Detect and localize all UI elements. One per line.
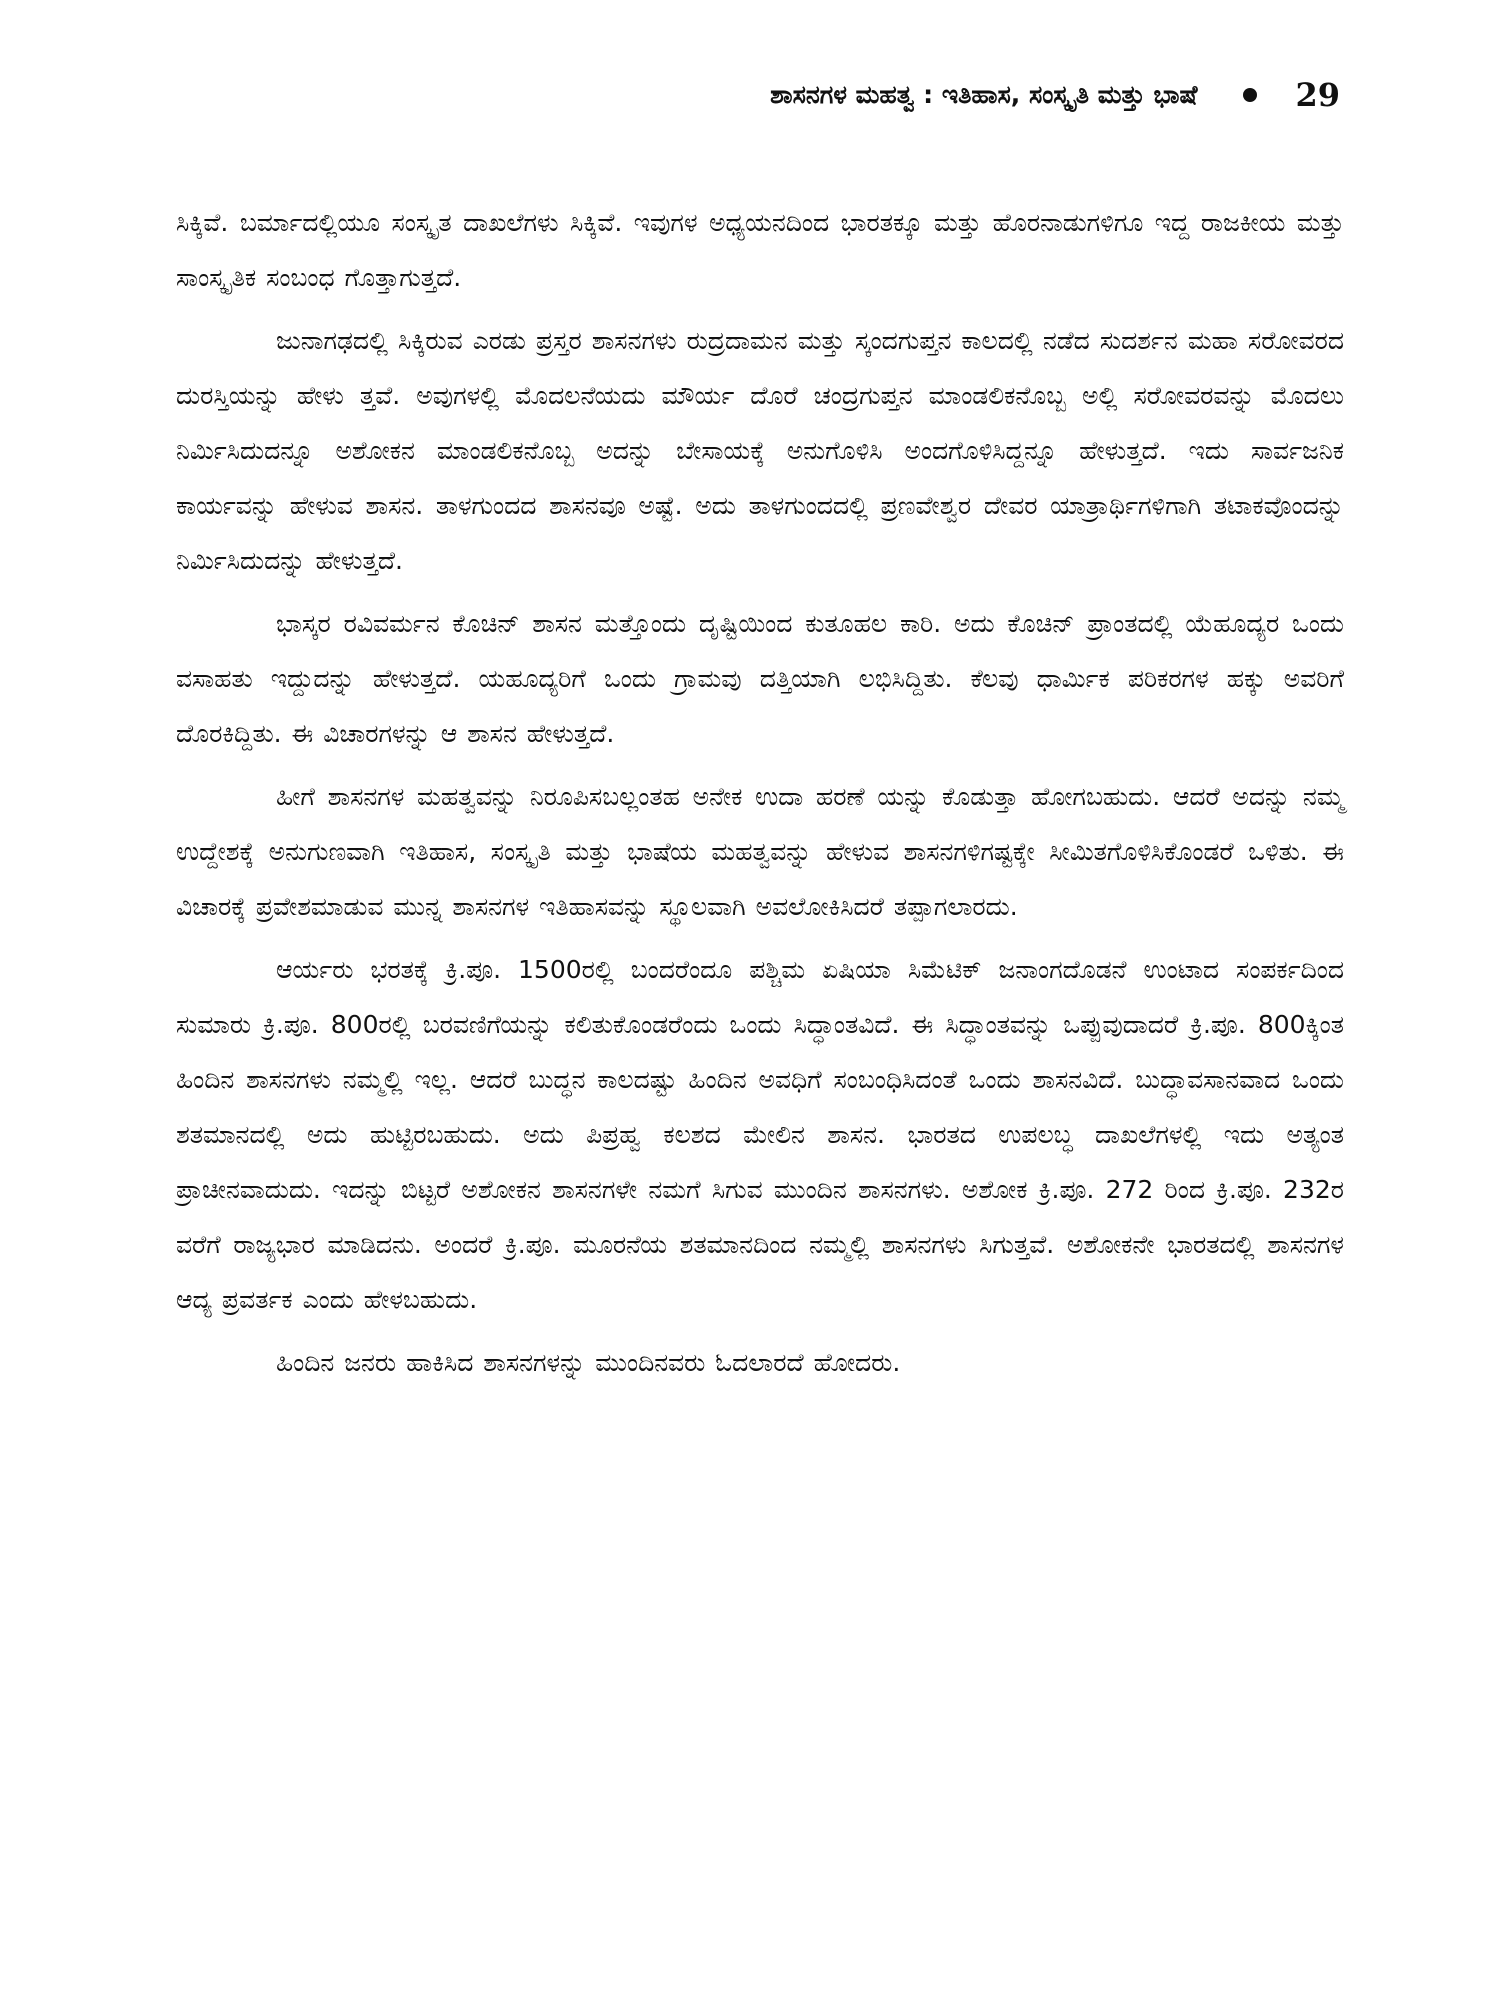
paragraph-importance: ಹೀಗೆ ಶಾಸನಗಳ ಮಹತ್ವವನ್ನು ನಿರೂಪಿಸಬಲ್ಲಂತಹ ಅನೇಕ ಉದಾ ಹರಣೆ ಯನ್ನು ಕೊಡುತ್ತಾ ಹೋಗಬಹುದು. ಆದರೆ ಅದನ್ನು ನಮ್ಮ ಉದ್ದೇಶಕ್ಕೆ ಅನುಗುಣವಾಗಿ ಇತಿಹಾಸ, ಸಂಸ್ಕೃತಿ ಮತ್ತು ಭಾಷೆಯ ಮಹತ್ವವನ್ನು ಹೇಳುವ ಶಾಸನಗಳಿಗಷ್ಟಕ್ಕೇ ಸೀಮಿತಗೊಳಿಸಿಕೊಂಡರೆ ಒಳಿತು. ಈ ವಿಚಾರಕ್ಕೆ ಪ್ರವೇಶಮಾಡುವ ಮುನ್ನ ಶಾಸನಗಳ ಇತಿಹಾಸವನ್ನು ಸ್ಥೂಲವಾಗಿ ಅವಲೋಕಿಸಿದರೆ ತಪ್ಪಾಗಲಾರದು. — [176, 782, 1344, 921]
paragraph-junagadh: ಜುನಾಗಢದಲ್ಲಿ ಸಿಕ್ಕಿರುವ ಎರಡು ಪ್ರಸ್ತರ ಶಾಸನಗಳು ರುದ್ರದಾಮನ ಮತ್ತು ಸ್ಕಂದಗುಪ್ತನ ಕಾಲದಲ್ಲಿ ನಡೆದ ಸುದರ್ಶನ ಮಹಾ ಸರೋವರದ ದುರಸ್ತಿಯನ್ನು ಹೇಳು ತ್ತವೆ. ಅವುಗಳಲ್ಲಿ ಮೊದಲನೆಯದು ಮೌರ್ಯ ದೊರೆ ಚಂದ್ರಗುಪ್ತನ ಮಾಂಡಲಿಕನೊಬ್ಬ ಅಲ್ಲಿ ಸರೋವರವನ್ನು ಮೊದಲು ನಿರ್ಮಿಸಿದುದನ್ನೂ ಅಶೋಕನ ಮಾಂಡಲಿಕನೊಬ್ಬ ಅದನ್ನು ಬೇಸಾಯಕ್ಕೆ ಅನುಗೊಳಿಸಿ ಅಂದಗೊಳಿಸಿದ್ದನ್ನೂ ಹೇಳುತ್ತದೆ. ಇದು ಸಾರ್ವಜನಿಕ ಕಾರ್ಯವನ್ನು ಹೇಳುವ ಶಾಸನ. ತಾಳಗುಂದದ ಶಾಸನವೂ ಅಷ್ಟೆ. ಅದು ತಾಳಗುಂದದಲ್ಲಿ ಪ್ರಣವೇಶ್ವರ ದೇವರ ಯಾತ್ರಾರ್ಥಿಗಳಿಗಾಗಿ ತಟಾಕವೊಂದನ್ನು ನಿರ್ಮಿಸಿದುದನ್ನು ಹೇಳುತ್ತದೆ. — [176, 326, 1344, 575]
running-title: ಶಾಸನಗಳ ಮಹತ್ವ : ಇತಿಹಾಸ, ಸಂಸ್ಕೃತಿ ಮತ್ತು ಭಾಷೆ — [770, 80, 1198, 109]
paragraph-final: ಹಿಂದಿನ ಜನರು ಹಾಕಿಸಿದ ಶಾಸನಗಳನ್ನು ಮುಂದಿನವರು ಓದಲಾರದೆ ಹೋದರು. — [276, 1348, 901, 1377]
paragraph-history: ಆರ್ಯರು ಭರತಕ್ಕೆ ಕ್ರಿ.ಪೂ. 1500ರಲ್ಲಿ ಬಂದರೆಂದೂ ಪಶ್ಚಿಮ ಏಷಿಯಾ ಸಿಮೆಟಿಕ್ ಜನಾಂಗದೊಡನೆ ಉಂಟಾದ ಸಂಪರ್ಕದಿಂದ ಸುಮಾರು ಕ್ರಿ.ಪೂ. 800ರಲ್ಲಿ ಬರವಣಿಗೆಯನ್ನು ಕಲಿತುಕೊಂಡರೆಂದು ಒಂದು ಸಿದ್ಧಾಂತವಿದೆ. ಈ ಸಿದ್ಧಾಂತವನ್ನು ಒಪ್ಪುವುದಾದರೆ ಕ್ರಿ.ಪೂ. 800ಕ್ಕಿಂತ ಹಿಂದಿನ ಶಾಸನಗಳು ನಮ್ಮಲ್ಲಿ ಇಲ್ಲ. ಆದರೆ ಬುದ್ಧನ ಕಾಲದಷ್ಟು ಹಿಂದಿನ ಅವಧಿಗೆ ಸಂಬಂಧಿಸಿದಂತೆ ಒಂದು ಶಾಸನವಿದೆ. ಬುದ್ಧಾವಸಾನವಾದ ಒಂದು ಶತಮಾನದಲ್ಲಿ ಅದು ಹುಟ್ಟಿರಬಹುದು. ಅದು ಪಿಪ್ರಹ್ವ ಕಲಶದ ಮೇಲಿನ ಶಾಸನ. ಭಾರತದ ಉಪಲಬ್ಧ ದಾಖಲೆಗಳಲ್ಲಿ ಇದು ಅತ್ಯಂತ ಪ್ರಾಚೀನವಾದುದು. ಇದನ್ನು ಬಿಟ್ಟರೆ ಅಶೋಕನ ಶಾಸನಗಳೇ ನಮಗೆ ಸಿಗುವ ಮುಂದಿನ ಶಾಸನಗಳು. ಅಶೋಕ ಕ್ರಿ.ಪೂ. 272 ರಿಂದ ಕ್ರಿ.ಪೂ. 232ರ ವರೆಗೆ ರಾಜ್ಯಭಾರ ಮಾಡಿದನು. ಅಂದರೆ ಕ್ರಿ.ಪೂ. ಮೂರನೆಯ ಶತಮಾನದಿಂದ ನಮ್ಮಲ್ಲಿ ಶಾಸನಗಳು ಸಿಗುತ್ತವೆ. ಅಶೋಕನೇ ಭಾರತದಲ್ಲಿ ಶಾಸನಗಳ ಆದ್ಯ ಪ್ರವರ್ತಕ ಎಂದು ಹೇಳಬಹುದು. — [176, 955, 1344, 1314]
paragraph-cochin: ಭಾಸ್ಕರ ರವಿವರ್ಮನ ಕೊಚಿನ್ ಶಾಸನ ಮತ್ತೊಂದು ದೃಷ್ಟಿಯಿಂದ ಕುತೂಹಲ ಕಾರಿ. ಅದು ಕೊಚಿನ್ ಪ್ರಾಂತದಲ್ಲಿ ಯೆಹೂದ್ಯರ ಒಂದು ವಸಾಹತು ಇದ್ದುದನ್ನು ಹೇಳುತ್ತದೆ. ಯಹೂದ್ಯರಿಗೆ ಒಂದು ಗ್ರಾಮವು ದತ್ತಿಯಾಗಿ ಲಭಿಸಿದ್ದಿತು. ಕೆಲವು ಧಾರ್ಮಿಕ ಪರಿಕರಗಳ ಹಕ್ಕು ಅವರಿಗೆ ದೊರಕಿದ್ದಿತು. ಈ ವಿಚಾರಗಳನ್ನು ಆ ಶಾಸನ ಹೇಳುತ್ತದೆ. — [176, 609, 1344, 748]
paragraph-continued: ಸಿಕ್ಕಿವೆ. ಬರ್ಮಾದಲ್ಲಿಯೂ ಸಂಸ್ಕೃತ ದಾಖಲೆಗಳು ಸಿಕ್ಕಿವೆ. ಇವುಗಳ ಅಧ್ಯಯನದಿಂದ ಭಾರತಕ್ಕೂ ಮತ್ತು ಹೊರನಾಡುಗಳಿಗೂ ಇದ್ದ ರಾಜಕೀಯ ಮತ್ತು ಸಾಂಸ್ಕೃತಿಕ ಸಂಬಂಧ ಗೊತ್ತಾಗುತ್ತದೆ. — [176, 208, 1344, 292]
page-number: 29 — [1295, 76, 1340, 114]
bullet-icon — [1243, 88, 1257, 102]
page-body — [176, 195, 1344, 1398]
running-header — [540, 70, 1340, 120]
